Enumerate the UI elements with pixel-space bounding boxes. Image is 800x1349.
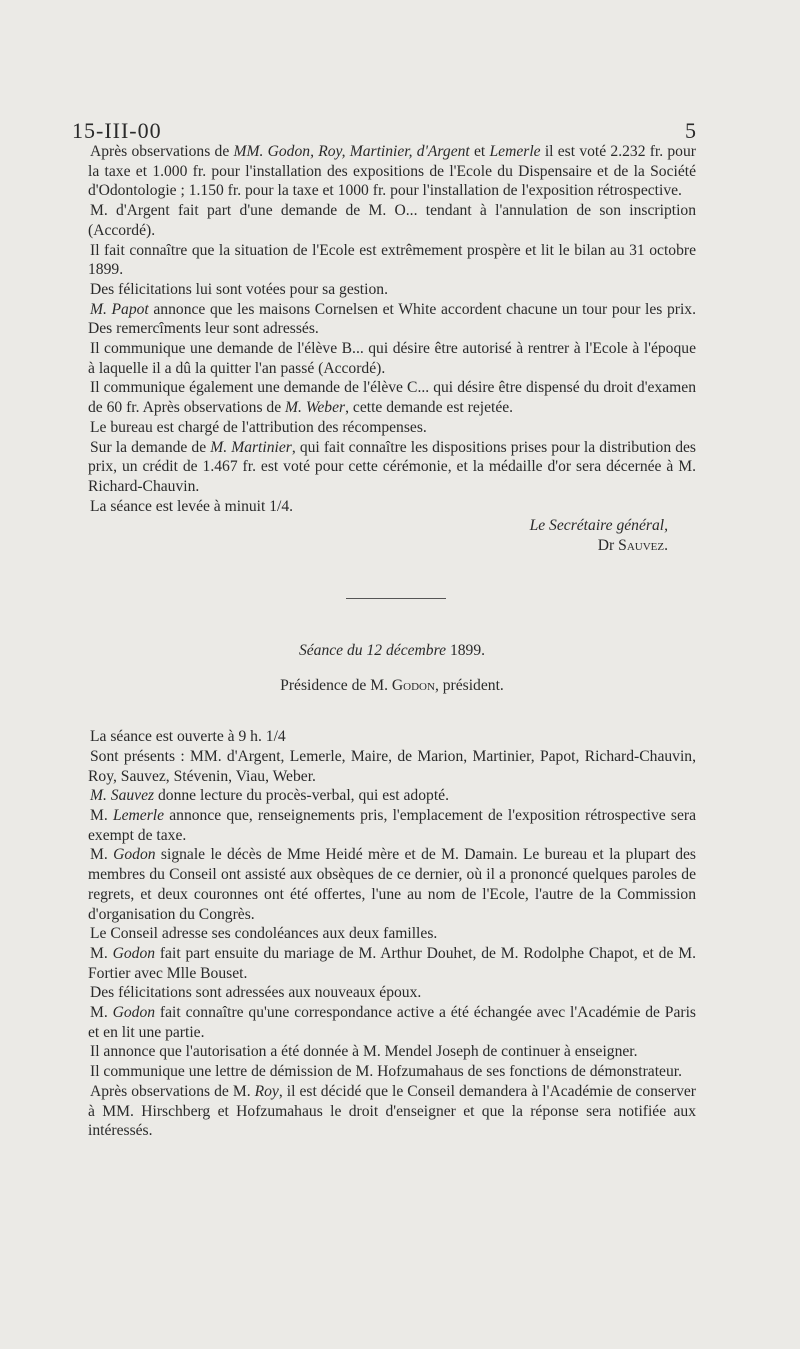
paragraph-text: annonce que les maisons Cornelsen et White accordent chacune un tour pour les prix. Des remercîments leur sont adressés. <box>88 300 696 338</box>
paragraph <box>88 438 696 497</box>
paragraph-text: il est voté 2.232 fr. pour la taxe et 1.000 fr. pour l'installation des expositions de l'Ecole du Dispensaire et de la Société d'Odontologie ; 1.150 fr. pour la taxe et 1000 fr. pour l'installation de l'exposition rétrospective. <box>88 143 696 200</box>
emphasized-name: Godon <box>113 846 156 864</box>
emphasized-name: M. Papot <box>90 300 149 318</box>
page-header <box>72 118 696 143</box>
paragraph-text: fait connaître qu'une correspondance active a été échangée avec l'Académie de Paris et en lit une partie. <box>88 1004 696 1041</box>
session-heading <box>88 641 696 661</box>
paragraph-text: annonce que, renseignements pris, l'emplacement de l'exposition rétrospective sera exempt de taxe. <box>88 806 696 844</box>
presidency-line <box>88 676 696 696</box>
paragraph <box>88 300 696 339</box>
emphasized-name: M. Weber <box>285 399 346 417</box>
session-date: Séance du 12 décembre <box>298 641 447 659</box>
emphasized-name: Godon <box>112 1004 156 1022</box>
paragraph <box>88 1082 696 1141</box>
paragraph <box>88 1042 696 1062</box>
paragraph <box>88 944 696 983</box>
emphasized-name: MM. Godon, Roy, Martinier, d'Argent <box>233 143 470 160</box>
paragraph <box>88 786 696 806</box>
page-number: 5 <box>685 118 696 143</box>
paragraph <box>88 845 696 924</box>
paragraph-text: Sont présents : MM. d'Argent, Lemerle, Maire, de Marion, Martinier, Papot, Richard-Chauvin, Roy, Sauvez, Stévenin, Viau, Weber. <box>88 747 696 785</box>
paragraph <box>88 747 696 786</box>
paragraph <box>88 497 696 517</box>
paragraph <box>88 727 696 747</box>
paragraph <box>88 339 696 378</box>
paragraph-text: Il communique une demande de l'élève B... qui désire être autorisé à rentrer à l'Ecole à l'époque à laquelle il a dû la quitter l'an passé (Accordé). <box>88 340 696 377</box>
session-year: 1899. <box>449 641 486 659</box>
paragraph-text: et <box>469 143 490 160</box>
signature-title: Dr <box>597 537 615 555</box>
paragraph-text: Il communique également une demande de l'élève C... qui désire être dispensé du droit d'examen de 60 fr. Après observations de <box>88 379 696 417</box>
document-page <box>72 118 697 1141</box>
signature-role: Le Secrétaire général, <box>529 517 668 535</box>
paragraph <box>88 280 696 300</box>
paragraph <box>88 983 696 1003</box>
section-divider <box>346 598 446 599</box>
paragraph <box>88 201 696 240</box>
emphasized-name: M. Martinier <box>210 438 292 456</box>
paragraph-text: M. <box>90 944 113 962</box>
paragraph <box>88 418 696 438</box>
paragraph <box>88 1003 696 1042</box>
presidency-prefix: Présidence de M. <box>280 677 388 695</box>
paragraph-text: M. <box>90 1004 113 1022</box>
presidency-name: Godon <box>391 677 435 695</box>
paragraph-text: Le Conseil adresse ses condoléances aux deux familles. <box>90 925 438 943</box>
paragraph-text: Des félicitations lui sont votées pour sa gestion. <box>90 280 388 298</box>
signature-name: Sauvez. <box>618 537 668 555</box>
signature-block <box>88 516 696 555</box>
paragraph <box>88 378 696 417</box>
paragraph-text: Il fait connaître que la situation de l'Ecole est extrêmement prospère et lit le bilan au 31 octobre 1899. <box>88 241 696 279</box>
paragraph-text: M. <box>90 806 113 824</box>
paragraph-text: Le bureau est chargé de l'attribution des récompenses. <box>90 418 427 436</box>
paragraph-text: Après observations de <box>90 143 234 160</box>
paragraph <box>88 1062 696 1082</box>
paragraph-text: donne lecture du procès-verbal, qui est adopté. <box>154 787 449 805</box>
emphasized-name: Roy <box>254 1082 279 1100</box>
paragraph <box>88 806 696 845</box>
paragraph-text: Sur la demande de <box>90 438 211 456</box>
minutes-section-2 <box>88 727 696 1141</box>
paragraph <box>88 241 696 280</box>
signature-name-line <box>88 536 668 556</box>
paragraph-text: La séance est levée à minuit 1/4. <box>90 497 294 515</box>
paragraph <box>88 142 696 201</box>
paragraph-text: Il communique une lettre de démission de M. Hofzumahaus de ses fonctions de démonstrateur. <box>90 1063 682 1081</box>
paragraph-text: Après observations de M. <box>90 1082 255 1100</box>
emphasized-name: Lemerle <box>489 143 541 160</box>
paragraph-text: , qui fait connaître les dispositions prises pour la distribution des prix, un crédit de 1.467 fr. est voté pour cette cérémonie, et la médaille d'or sera décernée à M. Richard-Chauvin. <box>88 438 696 495</box>
paragraph-text: fait part ensuite du mariage de M. Arthur Douhet, de M. Rodolphe Chapot, et de M. Fortier avec Mlle Bouset. <box>88 944 696 982</box>
paragraph-text: , il est décidé que le Conseil demandera à l'Académie de conserver à MM. Hirschberg et Hofzumahaus le droit d'enseigner et que la réponse sera notifiée aux intéressés. <box>88 1082 697 1140</box>
paragraph-text: M. d'Argent fait part d'une demande de M. O... tendant à l'annulation de son inscription (Accordé). <box>88 202 696 239</box>
paragraph-text: , cette demande est rejetée. <box>345 399 514 417</box>
paragraph-text: M. <box>90 846 114 864</box>
header-date: 15-III-00 <box>72 118 162 143</box>
emphasized-name: Godon <box>112 944 156 962</box>
presidency-suffix: , président. <box>434 677 504 695</box>
paragraph-text: Des félicitations sont adressées aux nouveaux époux. <box>90 984 422 1002</box>
paragraph <box>88 924 696 944</box>
paragraph-text: Il annonce que l'autorisation a été donnée à M. Mendel Joseph de continuer à enseigner. <box>90 1043 638 1061</box>
minutes-section-1 <box>88 142 696 516</box>
paragraph-text: signale le décès de Mme Heidé mère et de M. Damain. Le bureau et la plupart des membres du Conseil ont assisté aux obsèques de ce dernier, où il a prononcé quelques paroles de regrets, et deux couronnes ont été offertes, l'une au nom de l'Ecole, l'autre de la Commission d'organisation du Congrès. <box>88 846 696 923</box>
paragraph-text: La séance est ouverte à 9 h. 1/4 <box>90 728 286 746</box>
emphasized-name: Lemerle <box>112 806 165 824</box>
emphasized-name: M. Sauvez <box>90 787 155 805</box>
